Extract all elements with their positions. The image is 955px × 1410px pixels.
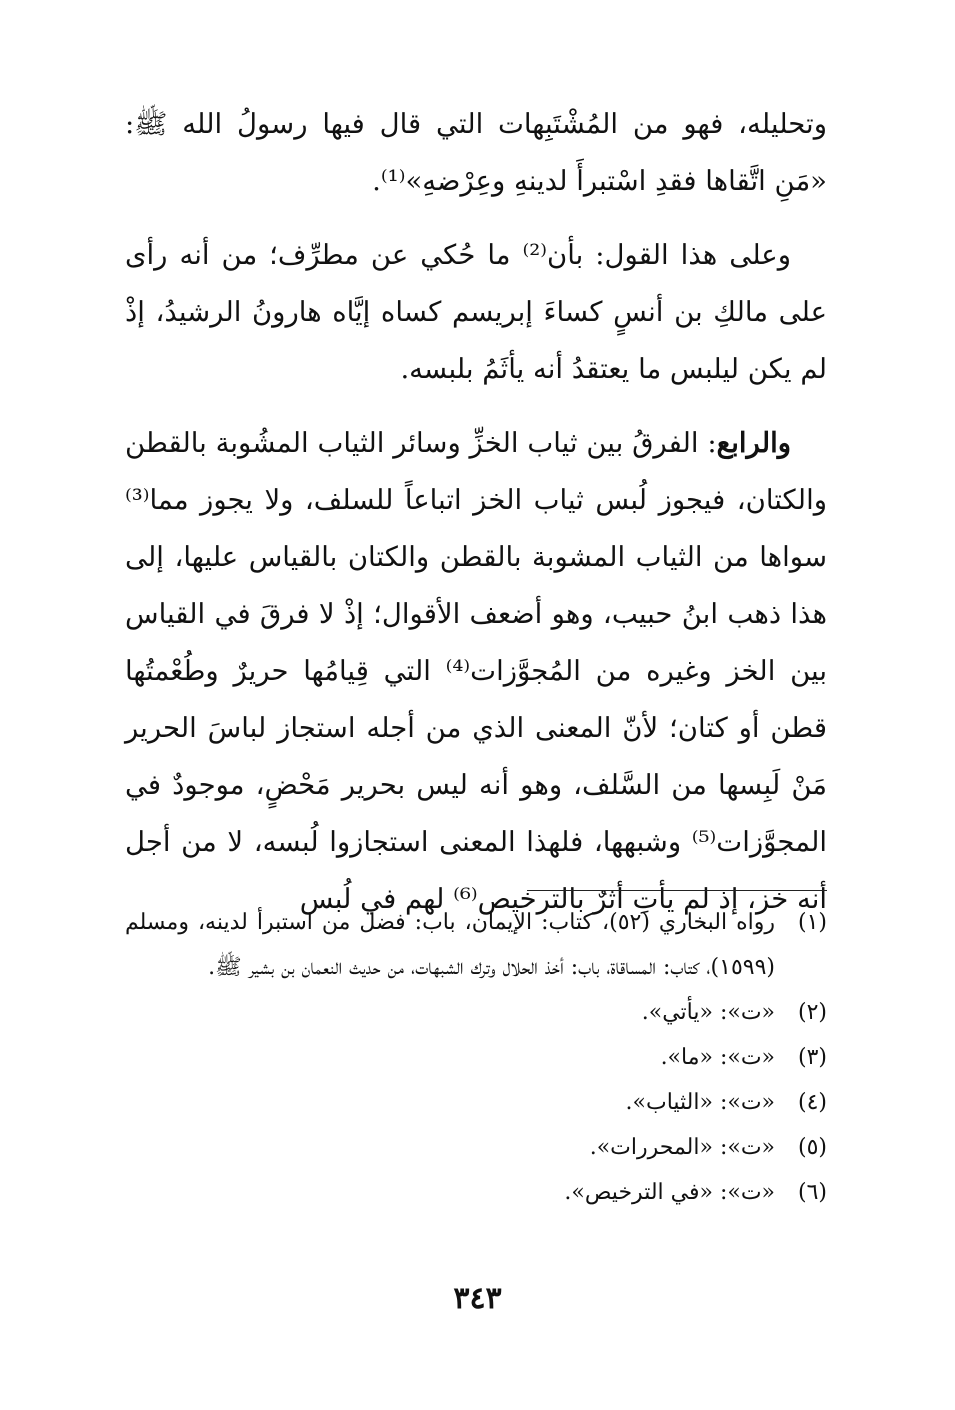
footnote-number: (٦)	[797, 1180, 827, 1205]
paragraph-2: وعلى هذا القول: بأن⁽²⁾ ما حُكي عن مطرِّف؛ من أنه رأى على مالكِ بن أنسٍ كساءَ إبريسم كساه إيَّاه هارونُ الرشيدُ، إذْ لم يكن ليلبس ما يعتقدُ أنه يأثَمُ بلبسه.	[125, 239, 828, 385]
footnote-divider	[527, 890, 827, 891]
footnote-text: «ت»: «ما».	[660, 1045, 775, 1070]
paragraph-3-lead: والرابع	[716, 427, 791, 459]
footnote-4	[125, 1080, 827, 1125]
footnote-6	[125, 1170, 827, 1215]
footnote-2	[125, 990, 827, 1035]
footnote-1	[125, 900, 827, 990]
footnote-number: (٥)	[797, 1135, 827, 1160]
page-number: ٣٤٣	[453, 1281, 502, 1316]
footnote-3	[125, 1035, 827, 1080]
footnote-text: رواه البخاري (٥٢)، كتاب: الإيمان، باب: فضل من استبرأ لدينه، ومسلم (١٥٩٩)، كتاب: المساقاة، باب: أخذ الحلال وترك الشبهات، من حديث النعمان بن بشير ﷺ.	[125, 910, 775, 980]
footnote-text: «ت»: «المحررات».	[589, 1135, 775, 1160]
paragraph-3	[125, 415, 827, 928]
footnote-text: «ت»: «يأتي».	[641, 1000, 775, 1025]
footnote-number: (٤)	[797, 1090, 827, 1115]
footnote-number: (١)	[797, 910, 827, 935]
footnote-text: «ت»: «في الترخيص».	[564, 1180, 775, 1205]
footnote-text: «ت»: «الثياب».	[625, 1090, 775, 1115]
footnote-number: (٣)	[797, 1045, 827, 1070]
footnote-5	[125, 1125, 827, 1170]
main-text	[125, 96, 827, 928]
paragraph-1: وتحليله، فهو من المُشْتَبِهات التي قال فيها رسولُ الله ﷺ: «مَنِ اتَّقاها فقدِ اسْتبرأَ لدينهِ وعِرْضهِ»⁽¹⁾.	[125, 108, 827, 197]
footnote-number: (٢)	[797, 1000, 827, 1025]
footnotes	[125, 900, 827, 1215]
paragraph-3-text: : الفرقُ بين ثياب الخزِّ وسائر الثياب المشُوبة بالقطن والكتان، فيجوز لُبس ثياب الخز اتباعاً للسلف، ولا يجوز مما⁽³⁾ سواها من الثياب المشوبة بالقطن والكتان بالقياس عليها، إلى هذا ذهب ابنُ حبيب، وهو أضعف الأقوال؛ إذْ لا فرقَ في القياس بين الخز وغيره من المُجوَّزات⁽⁴⁾ التي قِيامُها حريرٌ وطُعْمتُها قطن أو كتان؛ لأنّ المعنى الذي من أجله استجاز لباسَ الحرير مَنْ لَبِسها من السَّلف، وهو أنه ليس بحرير مَحْضٍ، موجودٌ في المجوَّزات⁽⁵⁾ وشبهها، فلهذا المعنى استجازوا لُبسه، لا من أجل أنه خز، إذ لم يأتِ أثرٌ بالترخيص⁽⁶⁾ لهم في لُبس	[125, 427, 827, 915]
